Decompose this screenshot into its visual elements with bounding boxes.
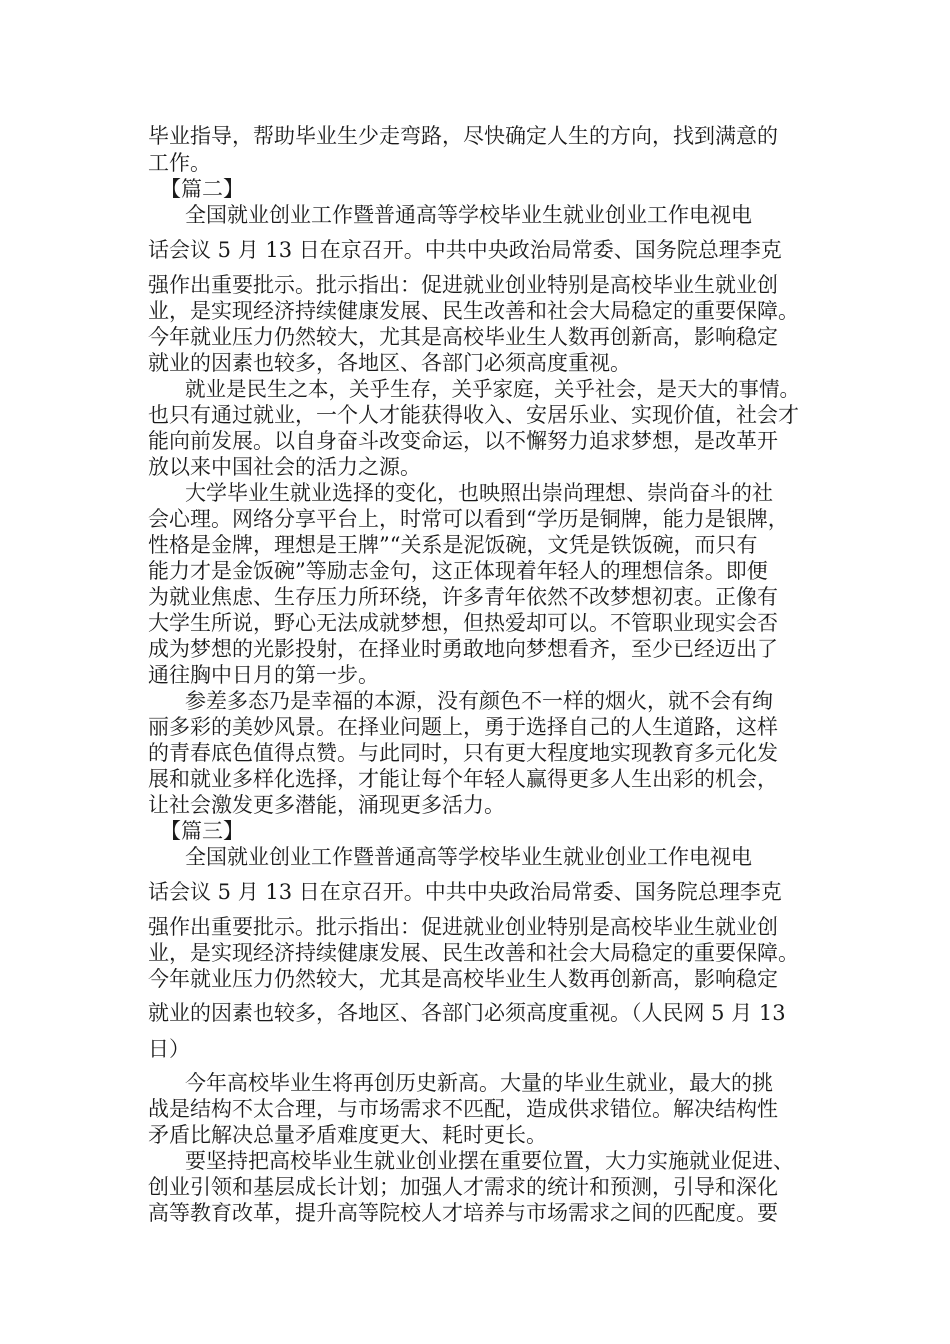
section-heading: 【篇三】 — [160, 819, 244, 843]
text-line: 大学生所说，野心无法成就梦想，但热爱却可以。不管职业现实会否 — [148, 611, 778, 635]
text-line: 全国就业创业工作暨普通高等学校毕业生就业创业工作电视电 — [185, 203, 752, 227]
text-line: 展和就业多样化选择，才能让每个年轻人赢得更多人生出彩的机会， — [148, 767, 778, 791]
text-line: 就业的因素也较多，各地区、各部门必须高度重视。 — [148, 351, 631, 375]
text-line: 为就业焦虑、生存压力所环绕，许多青年依然不改梦想初衷。正像有 — [148, 585, 778, 609]
text-line: 战是结构不太合理，与市场需求不匹配，造成供求错位。解决结构性 — [148, 1097, 778, 1121]
text-line: 能向前发展。以自身奋斗改变命运，以不懈努力追求梦想，是改革开 — [148, 429, 778, 453]
text-line: 业，是实现经济持续健康发展、民生改善和社会大局稳定的重要保障。 — [148, 299, 799, 323]
text-line: 会心理。网络分享平台上，时常可以看到“学历是铜牌，能力是银牌， — [148, 507, 789, 531]
text-line: 参差多态乃是幸福的本源，没有颜色不一样的烟火，就不会有绚 — [185, 689, 773, 713]
text-line: 工作。 — [148, 151, 211, 175]
text-line: 就业的因素也较多，各地区、各部门必须高度重视。（人民网 5 月 13 — [148, 1001, 786, 1025]
text-line: 让社会激发更多潜能，涌现更多活力。 — [148, 793, 505, 817]
section-heading: 【篇二】 — [160, 177, 244, 201]
text-line: 业，是实现经济持续健康发展、民生改善和社会大局稳定的重要保障。 — [148, 941, 799, 965]
text-line: 今年高校毕业生将再创历史新高。大量的毕业生就业，最大的挑 — [185, 1071, 773, 1095]
text-line: 今年就业压力仍然较大，尤其是高校毕业生人数再创新高，影响稳定 — [148, 325, 778, 349]
text-line: 高等教育改革，提升高等院校人才培养与市场需求之间的匹配度。要 — [148, 1201, 778, 1225]
text-line: 强作出重要批示。批示指出：促进就业创业特别是高校毕业生就业创 — [148, 915, 778, 939]
text-line: 就业是民生之本，关乎生存，关乎家庭，关乎社会，是天大的事情。 — [185, 377, 800, 401]
text-line: 丽多彩的美妙风景。在择业问题上，勇于选择自己的人生道路，这样 — [148, 715, 778, 739]
text-line: 的青春底色值得点赞。与此同时，只有更大程度地实现教育多元化发 — [148, 741, 778, 765]
text-line: 创业引领和基层成长计划；加强人才需求的统计和预测，引导和深化 — [148, 1175, 778, 1199]
text-line: 全国就业创业工作暨普通高等学校毕业生就业创业工作电视电 — [185, 845, 752, 869]
text-line: 放以来中国社会的活力之源。 — [148, 455, 421, 479]
text-line: 性格是金牌，理想是王牌”“关系是泥饭碗，文凭是铁饭碗，而只有 — [148, 533, 758, 557]
text-line: 通往胸中日月的第一步。 — [148, 663, 379, 687]
text-line: 要坚持把高校毕业生就业创业摆在重要位置，大力实施就业促进、 — [185, 1149, 794, 1173]
text-line: 日） — [148, 1037, 190, 1061]
text-line: 今年就业压力仍然较大，尤其是高校毕业生人数再创新高，影响稳定 — [148, 967, 778, 991]
text-line: 强作出重要批示。批示指出：促进就业创业特别是高校毕业生就业创 — [148, 273, 778, 297]
text-line: 话会议 5 月 13 日在京召开。中共中央政治局常委、国务院总理李克 — [148, 880, 782, 904]
text-line: 能力才是金饭碗”等励志金句，这正体现着年轻人的理想信条。即便 — [148, 559, 768, 583]
text-line: 矛盾比解决总量矛盾难度更大、耗时更长。 — [148, 1123, 547, 1147]
text-line: 话会议 5 月 13 日在京召开。中共中央政治局常委、国务院总理李克 — [148, 238, 782, 262]
text-line: 成为梦想的光影投射，在择业时勇敢地向梦想看齐，至少已经迈出了 — [148, 637, 778, 661]
text-line: 大学毕业生就业选择的变化，也映照出崇尚理想、崇尚奋斗的社 — [185, 481, 773, 505]
text-line: 也只有通过就业，一个人才能获得收入、安居乐业、实现价值，社会才 — [148, 403, 799, 427]
text-line: 毕业指导，帮助毕业生少走弯路，尽快确定人生的方向，找到满意的 — [148, 124, 778, 148]
